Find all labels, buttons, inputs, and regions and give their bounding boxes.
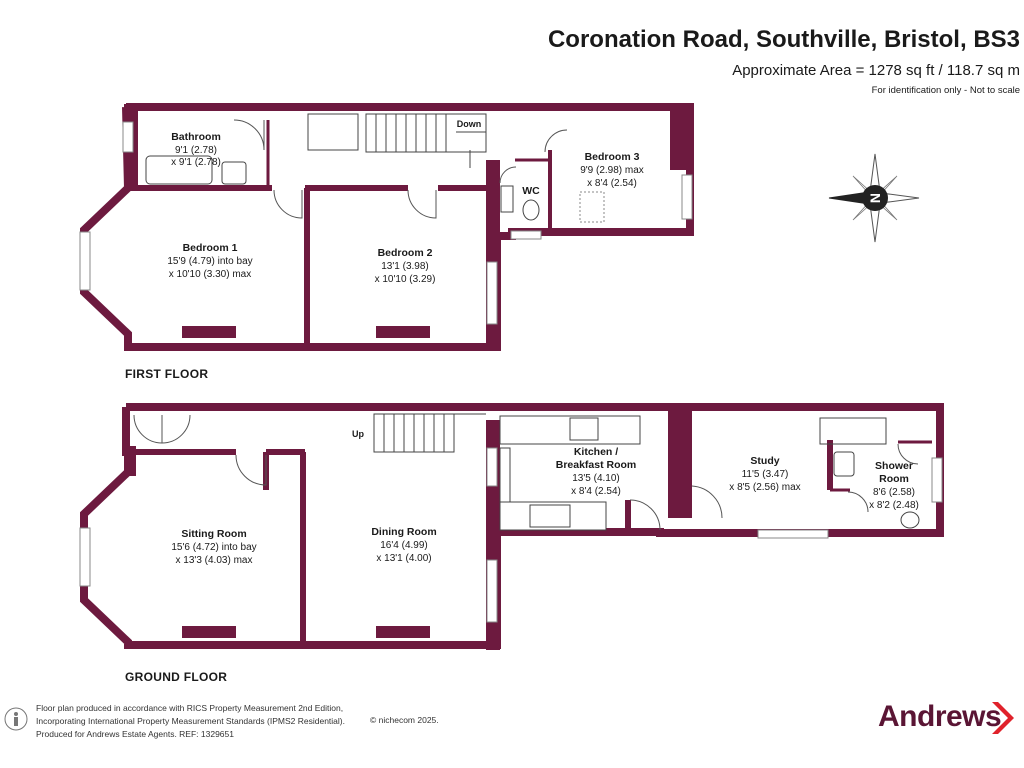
bedroom1-dim1: 15'9 (4.79) into bay: [167, 256, 253, 267]
shower-room-name-line1: Shower: [875, 460, 913, 472]
bedroom3-name: Bedroom 3: [584, 151, 640, 163]
kitchen-name-line1: Kitchen /: [573, 446, 619, 458]
dining-room-name: Dining Room: [371, 526, 437, 538]
footer-line2: Incorporating International Property Measurement Standards (IPMS2 Residential).: [36, 716, 345, 726]
bedroom1-name: Bedroom 1: [182, 242, 238, 254]
person-icon: [5, 708, 27, 730]
shower-room-name-line2: Room: [879, 473, 909, 485]
kitchen-dim2: x 8'4 (2.54): [571, 486, 621, 497]
bedroom3-dim1: 9'9 (2.98) max: [580, 165, 644, 176]
stairs: [374, 414, 486, 452]
andrews-logo[interactable]: Andrews: [878, 700, 1002, 733]
compass-icon: [829, 154, 919, 242]
bathroom-name: Bathroom: [171, 131, 221, 143]
kitchen-dim1: 13'5 (4.10): [572, 473, 620, 484]
bathroom-dim2: x 9'1 (2.78): [171, 157, 221, 168]
radiator: [376, 326, 430, 338]
sitting-room-name: Sitting Room: [181, 528, 247, 540]
bedroom2-dim2: x 10'10 (3.29): [374, 274, 436, 285]
cupboard: [308, 114, 358, 150]
sitting-room-dim2: x 13'3 (4.03) max: [175, 555, 253, 566]
worktop: [500, 448, 510, 502]
dining-room-dim2: x 13'1 (4.00): [376, 553, 432, 564]
radiator: [182, 326, 236, 338]
shower-room-dim1: 8'6 (2.58): [873, 487, 915, 498]
wall-block: [670, 104, 692, 170]
compass-north-letter: N: [867, 192, 883, 204]
stairs-down-label: Down: [456, 119, 482, 129]
toilet-icon: [901, 512, 919, 528]
basin-icon: [834, 452, 854, 476]
basin-icon: [222, 162, 246, 184]
dining-room-dim1: 16'4 (4.99): [380, 540, 428, 551]
study-dim2: x 8'5 (2.56) max: [729, 482, 801, 493]
worktop: [500, 502, 606, 530]
bedroom2-name: Bedroom 2: [377, 247, 433, 259]
wall-block: [668, 404, 692, 518]
ground-floor-plan: [80, 404, 942, 650]
ground-floor-label: GROUND FLOOR: [125, 670, 228, 684]
radiator: [182, 626, 236, 638]
footer-text: [36, 702, 345, 741]
sitting-room-dim1: 15'6 (4.72) into bay: [171, 542, 257, 553]
approximate-area: Approximate Area = 1278 sq ft / 118.7 sq m: [732, 62, 1020, 79]
footer-copyright: © nichecom 2025.: [370, 715, 439, 725]
bedroom1-dim2: x 10'10 (3.30) max: [168, 269, 252, 280]
kitchen-name-line2: Breakfast Room: [555, 459, 637, 471]
shower-room-dim2: x 8'2 (2.48): [869, 500, 919, 511]
study-dim1: 11'5 (3.47): [741, 469, 789, 480]
disclaimer-note: For identification only - Not to scale: [871, 85, 1020, 96]
footer-line3: Produced for Andrews Estate Agents. REF: 1329651: [36, 729, 234, 739]
loft-hatch-icon: [580, 192, 604, 222]
stairs-up-label: Up: [352, 429, 364, 439]
first-floor-label: FIRST FLOOR: [125, 367, 209, 381]
wc-name: WC: [522, 185, 540, 197]
wc-basin-icon: [501, 186, 513, 212]
bathroom-dim1: 9'1 (2.78): [175, 145, 217, 156]
toilet-icon: [523, 200, 539, 220]
footer-line1: Floor plan produced in accordance with RICS Property Measurement 2nd Edition,: [36, 703, 344, 713]
bedroom2-dim1: 13'1 (3.98): [381, 261, 429, 272]
study-name: Study: [750, 455, 780, 467]
radiator: [376, 626, 430, 638]
page-title: Coronation Road, Southville, Bristol, BS3: [547, 26, 1020, 53]
bedroom3-dim2: x 8'4 (2.54): [587, 178, 637, 189]
